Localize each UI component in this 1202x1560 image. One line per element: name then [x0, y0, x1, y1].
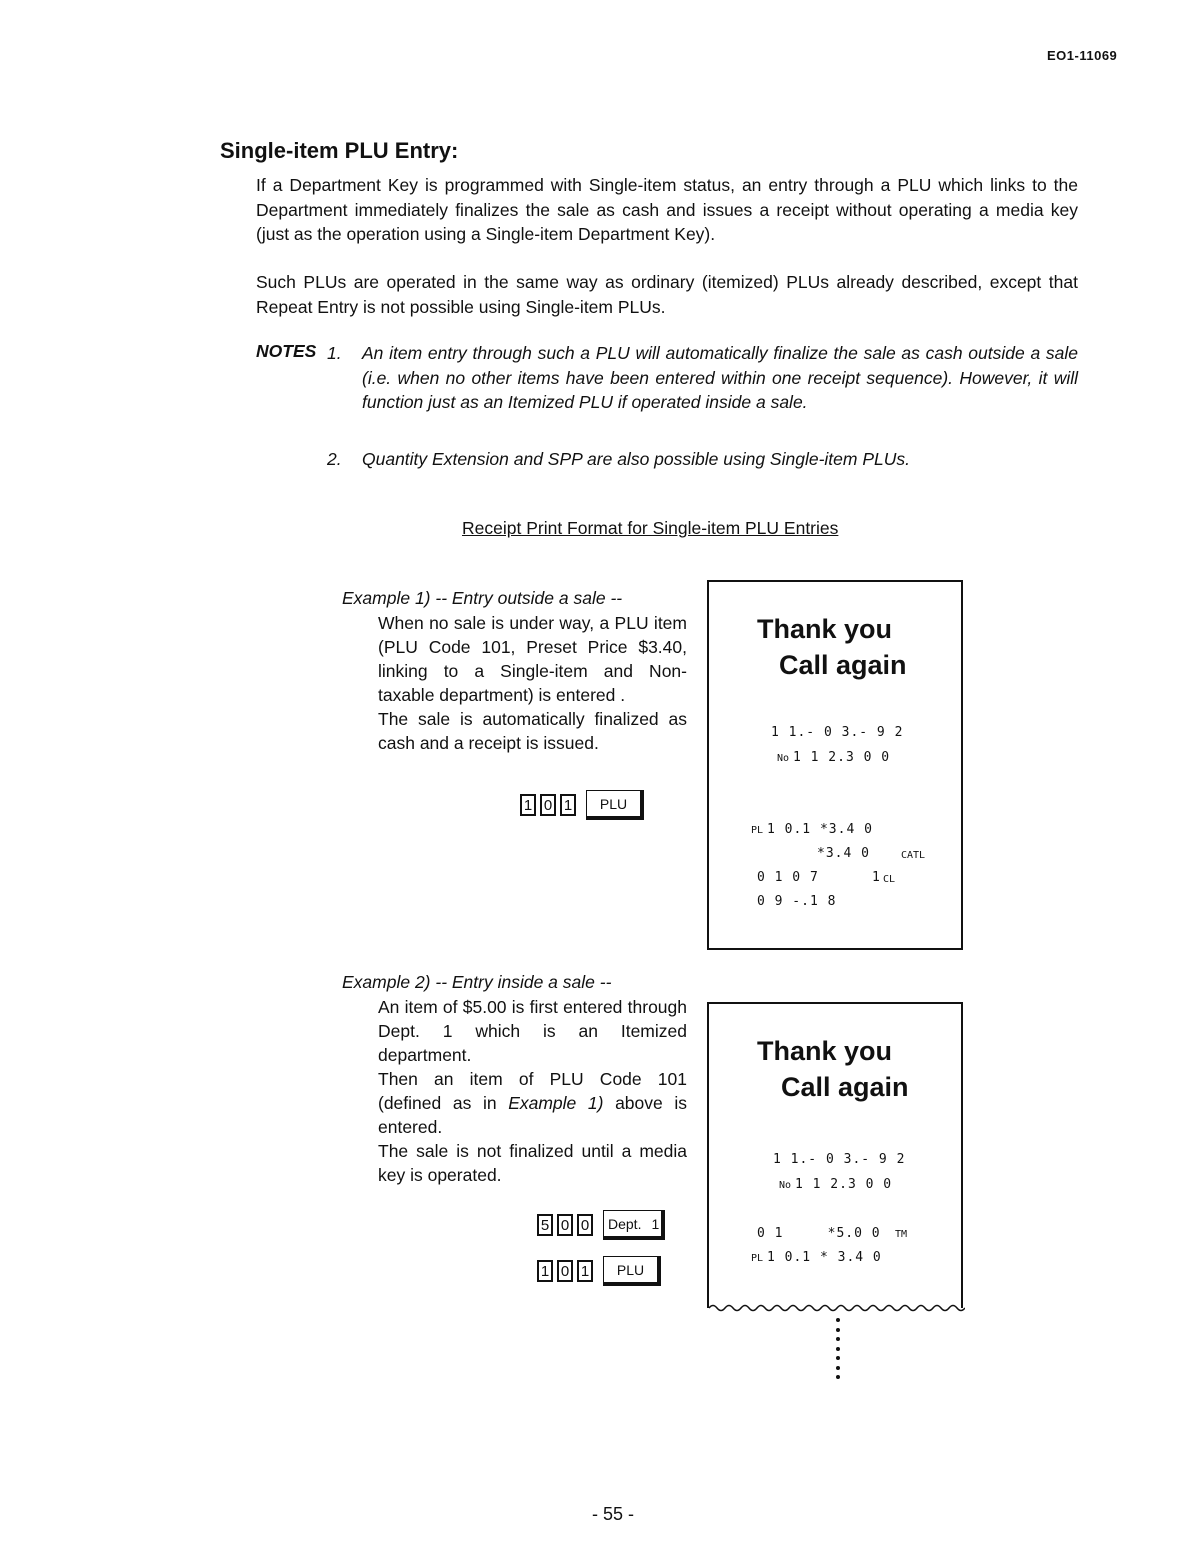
plu-key: PLU — [603, 1256, 661, 1286]
receipt-date: 1 1.- 0 3.- 9 2 — [771, 725, 904, 740]
numeric-key: 1 — [560, 794, 576, 816]
example2-body — [378, 995, 687, 1187]
example2-title: Example 2) -- Entry inside a sale -- — [342, 972, 612, 992]
example2-text — [378, 1067, 687, 1139]
receipt-thank-you: Thank you — [757, 614, 893, 644]
receipt-thank-you: Thank you — [757, 1036, 893, 1066]
example1-body — [378, 611, 687, 755]
receipt-time: 0 9 -.1 8 — [757, 894, 837, 909]
receipt-no-label: No — [779, 1180, 792, 1191]
dot — [836, 1366, 840, 1370]
receipt-call-again: Call again — [781, 1072, 909, 1102]
example2-text-post: above is entered. — [378, 1093, 687, 1137]
numeric-key: 0 — [557, 1260, 573, 1282]
dot — [836, 1337, 840, 1341]
dot — [836, 1347, 840, 1351]
page-number: - 55 - — [592, 1504, 635, 1524]
notes-label: NOTES — [256, 341, 317, 361]
receipt-clerk-label: CL — [883, 874, 896, 885]
dot — [836, 1328, 840, 1332]
receipt-plu-line: 1 0.1 *3.4 0 — [767, 822, 873, 837]
receipt-dept-label: TM — [895, 1229, 908, 1240]
dot — [836, 1318, 840, 1322]
dot — [836, 1356, 840, 1360]
example1-title: Example 1) -- Entry outside a sale -- — [342, 588, 623, 608]
example1-key-sequence — [520, 790, 644, 820]
dept-key — [603, 1210, 665, 1240]
example2-text-pre: Then an item of PLU Code 101 (defined as in — [378, 1069, 687, 1113]
document-id: EO1-11069 — [1047, 48, 1118, 63]
note-text: Quantity Extension and SPP are also possible using Single-item PLUs. — [362, 449, 910, 469]
example2-text: An item of $5.00 is first entered through Dept. 1 which is an Itemized department. — [378, 997, 687, 1065]
receipt-dept-line: 0 1 *5.0 0 — [757, 1226, 881, 1241]
receipt-pl-label: PL — [751, 825, 764, 836]
receipt-total: *3.4 0 — [817, 846, 870, 861]
numeric-key: 1 — [577, 1260, 593, 1282]
receipt-plu-line: 1 0.1 * 3.4 0 — [767, 1250, 882, 1265]
second-paragraph: Such PLUs are operated in the same way as ordinary (itemized) PLUs already described, except that Repeat Entry is not possible using Single-item PLUs. — [256, 272, 1078, 317]
numeric-key: 1 — [520, 794, 536, 816]
numeric-key: 5 — [537, 1214, 553, 1236]
receipt-no-label: No — [777, 753, 790, 764]
note-number: 2. — [327, 449, 342, 469]
numeric-key: 1 — [537, 1260, 553, 1282]
receipt-pl-label: PL — [751, 1253, 764, 1264]
example1-text: When no sale is under way, a PLU item (PLU Code 101, Preset Price $3.40, linking to a Single-item and Non-taxable department) is entered . — [378, 613, 687, 705]
continuation-dots — [836, 1318, 842, 1385]
receipt-number: 1 1 2.3 0 0 — [795, 1177, 893, 1192]
example2-key-sequence-1 — [537, 1210, 665, 1240]
dot — [836, 1375, 840, 1379]
example2-text: The sale is not finalized until a media key is operated. — [378, 1141, 687, 1185]
receipt-example2 — [707, 1002, 963, 1308]
receipt-example1 — [707, 580, 963, 950]
plu-key: PLU — [586, 790, 644, 820]
numeric-key: 0 — [577, 1214, 593, 1236]
section-heading: Single-item PLU Entry: — [220, 138, 459, 163]
dept-key-number: 1 — [651, 1215, 660, 1232]
receipt-date: 1 1.- 0 3.- 9 2 — [773, 1152, 906, 1167]
note-number: 1. — [327, 343, 342, 363]
receipt-total-label: CATL — [901, 850, 926, 861]
receipt-number: 1 1 2.3 0 0 — [793, 750, 891, 765]
receipt-clerk-count: 1 — [872, 870, 881, 885]
example1-text: The sale is automatically finalized as cash and a receipt is issued. — [378, 709, 687, 753]
intro-paragraph: If a Department Key is programmed with Single-item status, an entry through a PLU which links to the Department immediately finalizes the sale as cash and issues a receipt without operating a media key (just as the operation using a Single-item Department Key). — [256, 175, 1078, 244]
receipt-clerk-code: 0 1 0 7 — [757, 870, 819, 885]
numeric-key: 0 — [540, 794, 556, 816]
receipt-tear-edge — [709, 1302, 965, 1314]
note-text: An item entry through such a PLU will automatically finalize the sale as cash outside a sale (i.e. when no other items have been entered within one receipt sequence). However, it will function just as an Itemized PLU if operated inside a sale. — [362, 343, 1078, 412]
example2-key-sequence-2 — [537, 1256, 661, 1286]
receipt-call-again: Call again — [779, 650, 907, 680]
numeric-key: 0 — [557, 1214, 573, 1236]
receipt-format-title: Receipt Print Format for Single-item PLU Entries — [462, 518, 839, 538]
dept-key-label: Dept. — [608, 1215, 642, 1232]
example2-text-italic: Example 1) — [508, 1093, 604, 1113]
